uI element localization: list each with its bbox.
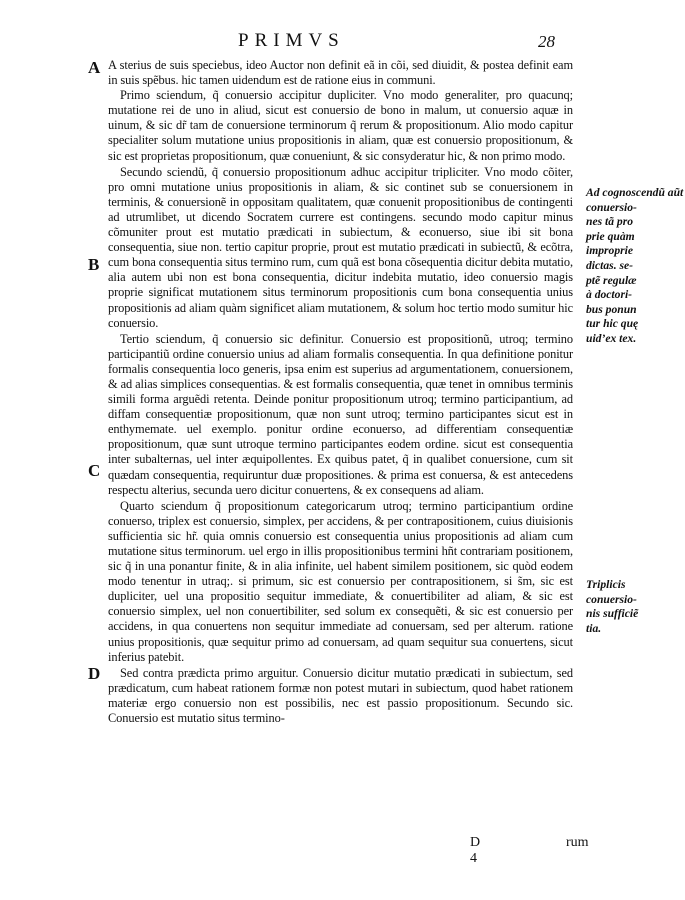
- paragraph-3: Secundo sciendũ, q̃ conuersio propositionum adhuc accipitur tripliciter. Vno modo cõiter, pro omni mutatione unius propositionis in aliam, & sic continet sub se conuersionem in terminis, & conuersionẽ in oppositam qualitatem, quæ conuenit propositionibus de contingenti ad utrumlibet, ut dicendo Socratem currere est contingens. secundo modo capitur minus cõmuniter prout est mutatio prædicati in subiectum, & econuerso, siue ibi sit bona consequentia, siue non. tertio capitur proprie, prout est mutatio prædicati in subiectũ, & ecõtra, cum bona consequentia situs termino rum, cum quã est bona cõsequentia dicitur debita mutatio, alia autem ubi non est bona consequentia, dicitur indebita mutatio, ideo conuersio magis proprie significat mutationem situs terminorum propositionis cum bona consequentia unius propositionis ad aliam quàm significet aliam mutationem, & solum hoc tertio modo sumitur hic conuersio.: [108, 164, 573, 330]
- gloss-line: uid’ex tex.: [586, 331, 637, 345]
- gloss-line: tia.: [586, 621, 602, 635]
- marginal-gloss-1: [586, 186, 684, 347]
- main-text-column: [108, 58, 573, 726]
- gloss-line: conuersio-: [586, 592, 637, 606]
- gloss-line: Ad cognoscendũ aũt: [586, 186, 684, 199]
- marginal-letter-a: A: [88, 58, 101, 77]
- gloss-line: nis sufficiẽ: [586, 607, 639, 621]
- gloss-line: tur hic quę: [586, 317, 639, 331]
- paragraph-4: Tertio sciendum, q̃ conuersio sic definitur. Conuersio est propositionũ, utroq; termino participantiũ ordine conuersio unius ad aliam formalis consequentia. In qua definitione ponitur formalis consequentia loco generis, ipsa enim est superius ad argumentationem, conuersionem, & ad alias simplices consequentias. & est formalis consequentia, quæ tenet in omnibus terminis simili forma arguẽdi retenta. Deinde ponitur propositionum utroq; termino participantium, ad diffam consequentiæ propositionum, quæ non sunt utroq; termino participantes sicut est in enthymemate. uel exemplo. ponitur ordine econuerso, ad differentiam consequentiæ propositionum, quæ sunt utroque termino participantes eodem ordine. sicut est consequentia inter subalternas, uel inter æquipollentes. Ex quibus patet, q̃ in qualibet conuersione, cum sit quædam consequentia, requiruntur duæ propositiones. & prima est conuersa, & est antecedens respectu alterius, secunda uero dicitur conuertens, & ex consequens ad aliam.: [108, 331, 573, 497]
- paragraph-2: Primo sciendum, q̃ conuersio accipitur dupliciter. Vno modo generaliter, pro quacunq; mutatione rei de uno in aliud, sicut est conuersio de bono in malum, ut conuersio aquæ in uinum, & sic dr̃ tam de conuersione terminorum q̃ rerum & propositionum. Alio modo capitur specialiter solum mutatione unius propositionis in aliam, quæ est conuersio propositionum, & sic est proprietas propositionum, quæ conueniunt, & sic consyderatur hic, & non primo modo.: [108, 88, 573, 163]
- marginal-letter-d: D: [88, 664, 101, 683]
- signature-mark: D 4: [470, 835, 481, 866]
- gloss-line: Triplicis: [586, 578, 626, 591]
- gloss-line: dictas. se-: [586, 258, 634, 272]
- marginal-letter-b: B: [88, 255, 100, 274]
- page-number: 28: [538, 32, 555, 51]
- running-title: PRIMVS: [238, 30, 345, 51]
- marginal-gloss-2: [586, 578, 658, 636]
- paragraph-6: Sed contra prædicta primo arguitur. Conuersio dicitur mutatio prædicati in subiectum, sed prædicatum, cum habeat rationem formæ non potest mutari in subiectum, quod habet rationem materiæ ergo conuersio non est possibilis, nec est passio propositionum. Secundo sic. Conuersio est mutatio situs termino-: [108, 665, 573, 726]
- gloss-line: nes tã pro: [586, 215, 634, 229]
- page-header: [0, 30, 685, 56]
- gloss-line: prie quàm: [586, 229, 635, 243]
- paragraph-5: Quarto sciendum q̃ propositionum categoricarum utroq; termino participantium ordine conuerso, triplex est conuersio, simplex, per accidens, & per contrapositionem, cuius diuisionis sufficientia sic hr̃. quia omnis conuersio est consequentia unius propositionis ad aliam cum mutatione situs terminorum. uel ergo in illis propositionibus termini hñt contrariam positionem, sic q̃ in una ponantur finite, & in alia infinite, uel habent similem positionem, sic quòd eodem modo tenentur in utraq;. si primum, sic est conuersio per contrapositionem, si s̃m, sic est dupliciter, uel una propositio sequitur immediate, & conuertibiliter ad aliam, & sic est conuersio simplex, uel non conuertibiliter, sed solum ex consequẽti, & sic est conuersio per accidens, in qua conuertens non sequitur immediate ad conuersam, sed per alterum. ratione unius propositionis, quæ sequitur primo ad conuersam, ad quam sequitur sua conuertens, sicut inferius patebit.: [108, 498, 573, 664]
- gloss-line: conuersio-: [586, 200, 637, 214]
- marginal-letter-c: C: [88, 461, 101, 480]
- gloss-line: improprie: [586, 244, 634, 258]
- catchword: rum: [566, 835, 589, 850]
- paragraph-1: A sterius de suis speciebus, ideo Auctor non definit eã in cõi, sed diuidit, & postea definit eam in suis spẽbus. hic tamen uidendum est de ratione eius in communi.: [108, 58, 573, 88]
- gloss-line: à doctori-: [586, 288, 633, 302]
- gloss-line: bus ponun: [586, 302, 637, 316]
- gloss-line: ptẽ regulæ: [586, 273, 637, 287]
